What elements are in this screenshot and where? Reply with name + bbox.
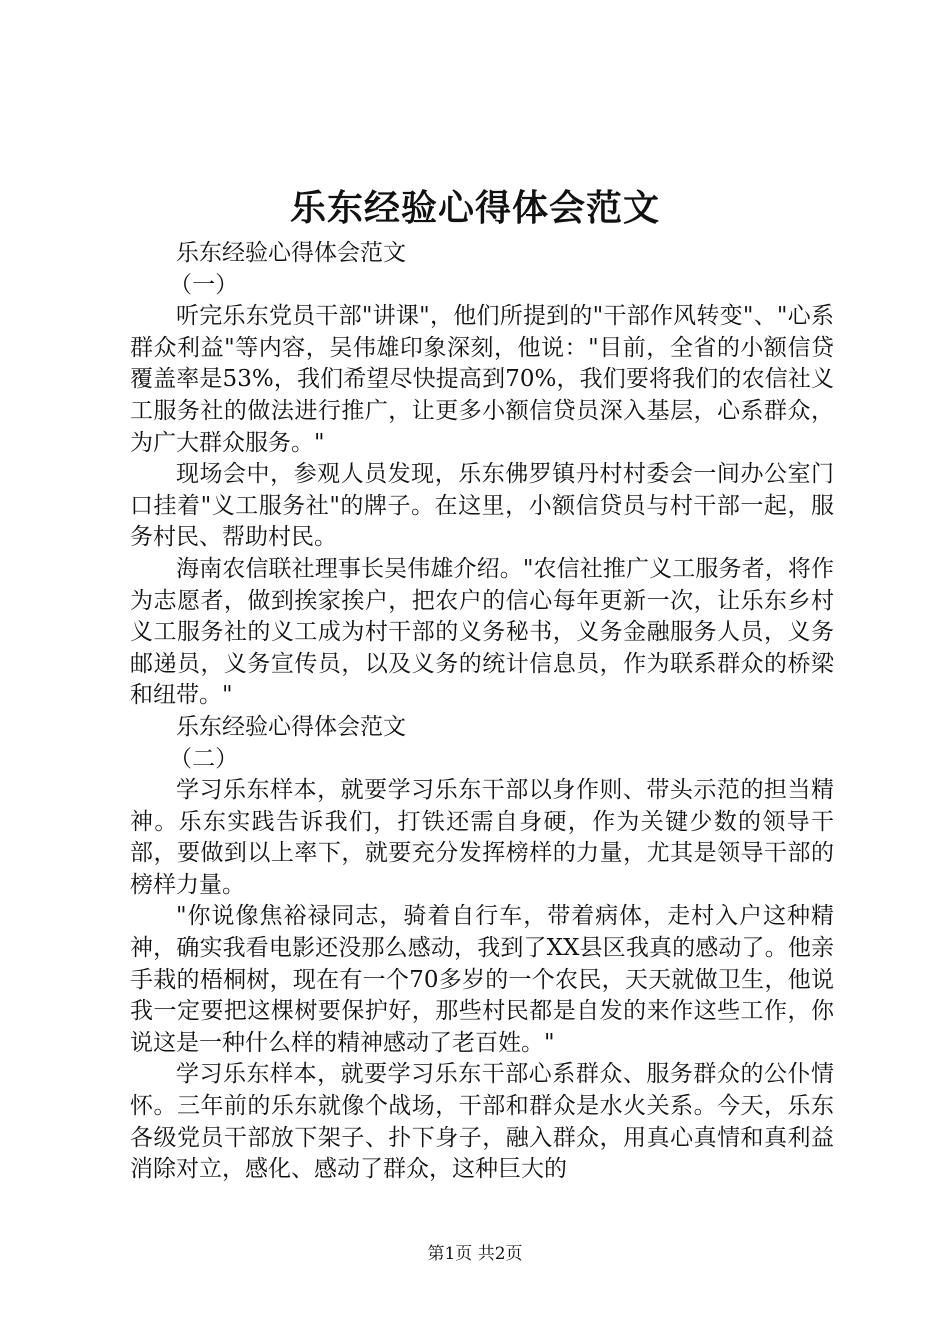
paragraph: 学习乐东样本，就要学习乐东干部心系群众、服务群众的公仆情怀。三年前的乐东就像个战场，干部和群众是水火关系。今天，乐东各级党员干部放下架子、扑下身子，融入群众，用真心真情和真利益消除对立，感化、感动了群众，这种巨大的 — [130, 1061, 834, 1183]
document-body — [130, 238, 834, 1186]
paragraph-subtitle-2: 乐东经验心得体会范文 — [176, 713, 406, 740]
paragraph-section-marker-1: （一） — [169, 271, 239, 298]
page-footer: 第1页 共2页 — [427, 1244, 523, 1264]
paragraph-subtitle-1: 乐东经验心得体会范文 — [176, 240, 406, 266]
paragraph: 现场会中，参观人员发现，乐东佛罗镇丹村村委会一间办公室门口挂着"义工服务社"的牌子。在这里，小额信贷员与村干部一起，服务村民、帮助村民。 — [130, 461, 834, 551]
paragraph: 海南农信联社理事长吴伟雄介绍。"农信社推广义工服务者，将作为志愿者，做到挨家挨户，把农户的信心每年更新一次，让乐东乡村义工服务社的义工成为村干部的义务秘书，义务金融服务人员，义务邮递员，义务宣传员，以及义务的统计信息员，作为联系群众的桥梁和纽带。" — [130, 555, 834, 709]
document-title: 乐东经验心得体会范文 — [289, 187, 660, 229]
paragraph: 学习乐东样本，就要学习乐东干部以身作则、带头示范的担当精神。乐东实践告诉我们，打铁还需自身硬，作为关键少数的领导干部，要做到以上率下，就要充分发挥榜样的力量，尤其是领导干部的榜样力量。 — [130, 777, 834, 898]
paragraph: "你说像焦裕禄同志，骑着自行车，带着病体，走村入户这种精神，确实我看电影还没那么感动，我到了XX县区我真的感动了。他亲手栽的梧桐树，现在有一个70多岁的一个农民，天天就做卫生，他说我一定要把这棵树要保护好，那些村民都是自发的来作这些工作，你说这是一种什么样的精神感动了老百姓。" — [130, 903, 834, 1056]
paragraph-section-marker-2: （二） — [169, 745, 239, 772]
paragraph: 听完乐东党员干部"讲课"，他们所提到的"干部作风转变"、"心系群众利益"等内容，吴伟雄印象深刻，他说："目前，全省的小额信贷覆盖率是53%，我们希望尽快提高到70%，我们要将我们的农信社义工服务社的做法进行推广，让更多小额信贷员深入基层，心系群众，为广大群众服务。" — [130, 303, 834, 456]
